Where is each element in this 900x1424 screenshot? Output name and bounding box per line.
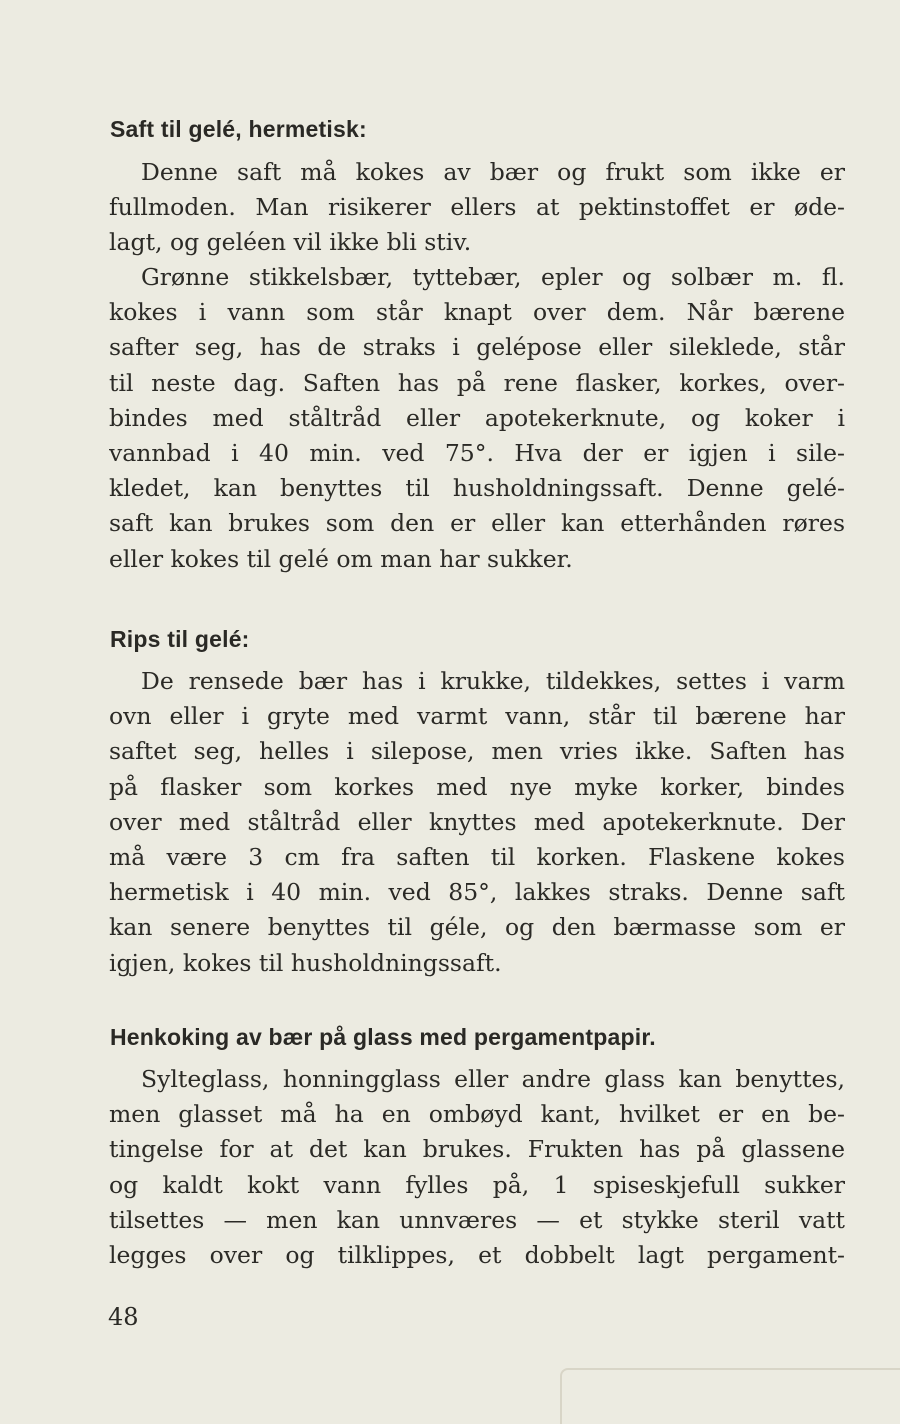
text-line: fullmoden. Man risikerer ellers at pektinstoffet er øde- — [109, 193, 845, 222]
section-heading-rips-til-gele: Rips til gelé: — [110, 626, 250, 652]
paragraph — [109, 1062, 845, 1273]
text-line: saft kan brukes som den er eller kan etterhånden røres — [109, 509, 845, 538]
text-line: på flasker som korkes med nye myke korker, bindes — [109, 772, 845, 801]
text-line: til neste dag. Saften has på rene flasker, korkes, over- — [109, 368, 845, 397]
text-line: Sylteglass, honningglass eller andre glass kan benyttes, — [141, 1065, 845, 1093]
text-line: må være 3 cm fra saften til korken. Flaskene kokes — [109, 842, 845, 871]
text-line: tilsettes — men kan unnværes — et stykke steril vatt — [109, 1205, 845, 1234]
text-line: tingelse for at det kan brukes. Frukten has på glassene — [109, 1135, 845, 1164]
text-line: eller kokes til gelé om man har sukker. — [109, 544, 573, 573]
text-line: og kaldt kokt vann fylles på, 1 spiseskjefull sukker — [109, 1170, 845, 1199]
text-line: safter seg, has de straks i gelépose eller sileklede, står — [109, 333, 845, 362]
text-line: hermetisk i 40 min. ved 85°, lakkes straks. Denne saft — [109, 878, 845, 907]
text-line: lagt, og geléen vil ikke bli stiv. — [109, 228, 472, 257]
page-number: 48 — [108, 1303, 139, 1331]
text-line: ovn eller i gryte med varmt vann, står til bærene har — [109, 702, 845, 731]
text-line: Grønne stikkelsbær, tyttebær, epler og solbær m. fl. — [141, 263, 845, 291]
text-line: over med ståltråd eller knyttes med apotekerknute. Der — [109, 807, 845, 836]
text-line: men glasset må ha en ombøyd kant, hvilket er en be- — [109, 1100, 845, 1129]
paragraph — [109, 155, 845, 261]
text-line: kledet, kan benyttes til husholdningssaft. Denne gelé- — [109, 474, 845, 503]
paragraph — [109, 260, 845, 577]
paragraph — [109, 664, 845, 981]
text-line: Denne saft må kokes av bær og frukt som ikke er — [141, 158, 845, 186]
scan-edge-mark — [560, 1368, 900, 1424]
text-line: igjen, kokes til husholdningssaft. — [109, 948, 502, 977]
text-line: De rensede bær has i krukke, tildekkes, settes i varm — [141, 667, 845, 695]
text-line: bindes med ståltråd eller apotekerknute, og koker i — [109, 403, 845, 432]
text-line: kokes i vann som står knapt over dem. Når bærene — [109, 298, 845, 327]
text-line: legges over og tilklippes, et dobbelt lagt pergament- — [109, 1240, 845, 1269]
section-heading-saft-til-gele: Saft til gelé, hermetisk: — [110, 116, 367, 142]
text-line: saftet seg, helles i silepose, men vries ikke. Saften has — [109, 737, 845, 766]
text-line: vannbad i 40 min. ved 75°. Hva der er igjen i sile- — [109, 438, 845, 467]
section-heading-henkoking: Henkoking av bær på glass med pergamentpapir. — [110, 1024, 656, 1050]
text-line: kan senere benyttes til géle, og den bærmasse som er — [109, 913, 845, 942]
